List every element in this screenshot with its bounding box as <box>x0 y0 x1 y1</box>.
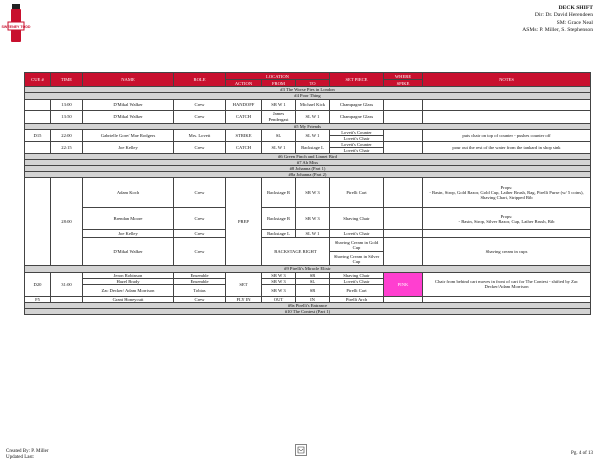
to-cell: SR W 3 <box>296 178 330 208</box>
setpiece-cell: Shaving Cream in Silver Cup <box>330 252 384 266</box>
time-cell: 13:00 <box>51 99 83 110</box>
created-by: Created By: P. Miller <box>6 449 49 454</box>
role-cell: Ensemble <box>174 278 226 284</box>
col-notes-header: NOTES <box>423 73 591 87</box>
name-cell: D'Mikal Walker <box>83 99 174 110</box>
spike-color-cell: PINK <box>384 272 423 296</box>
director-line: Dir: Dr. David Herendeen <box>534 12 593 19</box>
col-name-header: NAME <box>83 73 174 87</box>
time-cell: 31:00 <box>51 272 83 296</box>
document-title: DECK SHIFT <box>558 5 593 11</box>
to-cell: Michael Kick <box>296 99 330 110</box>
setpiece-cell: Lovett's Counter <box>330 129 384 135</box>
to-cell: SR <box>296 272 330 278</box>
section-row: #9a Pirelli's Entrance <box>25 302 591 308</box>
setpiece-cell: Lovett's Chair <box>330 230 384 238</box>
document-header <box>522 5 593 35</box>
to-cell: SR <box>296 284 330 296</box>
name-cell: Grant Honeycutt <box>83 296 174 302</box>
from-cell: SL <box>262 129 296 141</box>
notes-cell: Props: - Basin, Strop, Silver Razor, Cup, Lather Brush, Bib <box>423 208 591 230</box>
header-row <box>25 73 591 80</box>
time-cell: 28:00 <box>51 178 83 266</box>
section-row: #3 The Worse Pies in London <box>25 87 591 93</box>
action-cell: CATCH <box>226 110 262 123</box>
section-row: #4 Poor Thing <box>25 93 591 99</box>
theatre-logo-icon <box>295 444 307 456</box>
notes-cell: Shaving cream in cups <box>423 238 591 266</box>
notes-cell: Chair from behind cart moves in front of cart for The Contest - shifted by Zac Decker/Adam Morrison <box>423 272 591 296</box>
from-cell: OUT <box>262 296 296 302</box>
col-setpiece-header: SET PIECE <box>330 73 384 87</box>
action-cell: STRIKE <box>226 129 262 141</box>
name-cell: Gabrielle Gore/ Mae Rodgers <box>83 129 174 141</box>
col-from-header: FROM <box>262 80 296 87</box>
col-to-header: TO <box>296 80 330 87</box>
table-row <box>25 110 591 123</box>
setpiece-cell: Lovett's Chair <box>330 147 384 153</box>
to-cell: SL W 1 <box>296 110 330 123</box>
role-cell: Mrs. Lovett <box>174 129 226 141</box>
to-cell: SL W 1 <box>296 230 330 238</box>
name-cell: Zac Decker/ Adam Morrison <box>83 284 174 296</box>
footer-left <box>6 449 49 461</box>
to-cell: IN <box>296 296 330 302</box>
to-cell: SL <box>296 278 330 284</box>
notes-cell: puts chair on top of counter - pushes counter off <box>423 129 591 141</box>
page-number: Pg. 4 of 13 <box>571 451 593 456</box>
name-cell: Joe Kelley <box>83 141 174 153</box>
from-cell: Backstage L <box>262 230 296 238</box>
role-cell: Crew <box>174 110 226 123</box>
from-cell: James Pendergast <box>262 110 296 123</box>
table-row <box>25 178 591 208</box>
role-cell: Tobias <box>174 284 226 296</box>
from-cell: SR W 3 <box>262 272 296 278</box>
setpiece-cell: Champagne Glass <box>330 99 384 110</box>
setpiece-cell: Pirelli Cart <box>330 178 384 208</box>
logo-text: SWEENEY TODD <box>1 25 31 29</box>
role-cell: Crew <box>174 230 226 238</box>
table-row <box>25 230 591 238</box>
setpiece-cell: Shaving Chair <box>330 208 384 230</box>
cue-cell: D15 <box>25 129 51 141</box>
to-cell: SR W 3 <box>296 208 330 230</box>
to-cell: SL W 1 <box>296 129 330 141</box>
section-row: #8 Johanna (Part 1) <box>25 166 591 172</box>
table-row <box>25 99 591 110</box>
table-row <box>25 238 591 252</box>
fromto-cell: BACKSTAGE RIGHT <box>262 238 330 266</box>
setpiece-cell: Lovett's Chair <box>330 135 384 141</box>
section-row: #5 My Friends <box>25 123 591 129</box>
setpiece-cell: Pirelli Arch <box>330 296 384 302</box>
notes-cell: Props: - Basin, Strop, Gold Razor, Gold Cup, Lather Brush, Rag, Pirelli Purse (w/ 5 coins), Shaving Chart, Stripped Bib <box>423 178 591 208</box>
from-cell: Backstage R <box>262 178 296 208</box>
asms-line: ASMs: P. Miller, S. Stephenson <box>522 27 593 34</box>
action-cell: CATCH <box>226 141 262 153</box>
role-cell: Crew <box>174 141 226 153</box>
section-row: #10 The Contest (Part 1) <box>25 308 591 314</box>
section-row: #7 Ah Miss <box>25 160 591 166</box>
updated-last: Updated Last: <box>6 455 35 460</box>
deck-shift-table <box>24 72 591 315</box>
time-cell: 13:50 <box>51 110 83 123</box>
action-cell: FLY IN <box>226 296 262 302</box>
name-cell: D'Mikal Walker <box>83 238 174 266</box>
section-row: #6 Green Finch and Linnet Bird <box>25 154 591 160</box>
time-cell: 22:00 <box>51 129 83 141</box>
setpiece-cell: Pirelli Cart <box>330 284 384 296</box>
action-cell: SET <box>226 272 262 296</box>
name-cell: Hazel Brady <box>83 278 174 284</box>
role-cell: Crew <box>174 208 226 230</box>
col-action-header: ACTION <box>226 80 262 87</box>
table-row <box>25 141 591 147</box>
setpiece-cell: Shaving Chair <box>330 272 384 278</box>
setpiece-cell: Champagne Glass <box>330 110 384 123</box>
cue-cell: D20 <box>25 272 51 296</box>
setpiece-cell: Shaving Cream in Gold Cup <box>330 238 384 252</box>
setpiece-cell: Lovett's Counter <box>330 141 384 147</box>
table-row <box>25 129 591 135</box>
from-cell: SR W 3 <box>262 284 296 296</box>
table-row <box>25 208 591 230</box>
section-row: #8a Johanna (Part 2) <box>25 172 591 178</box>
from-cell: SR W 3 <box>262 278 296 284</box>
from-cell: Backstage R <box>262 208 296 230</box>
sweeney-todd-logo-icon <box>1 4 31 44</box>
from-cell: SL W 1 <box>262 141 296 153</box>
cue-cell: F5 <box>25 296 51 302</box>
to-cell: Backstage L <box>296 141 330 153</box>
stage-manager-line: SM: Grace Neal <box>556 19 593 26</box>
name-cell: Joe Kelley <box>83 230 174 238</box>
action-cell: PREP <box>226 178 262 266</box>
section-row: #9 Pirelli's Miracle Elixir <box>25 266 591 272</box>
col-role-header: ROLE <box>174 73 226 87</box>
role-cell: Ensemble <box>174 272 226 278</box>
col-location-header: LOCATION <box>226 73 330 80</box>
role-cell: Crew <box>174 178 226 208</box>
name-cell: Brendan Moore <box>83 208 174 230</box>
col-cue-header: CUE # <box>25 73 51 87</box>
col-where-header: WHERE <box>384 73 423 80</box>
name-cell: D'Mikal Walker <box>83 110 174 123</box>
notes-cell: pour out the rest of the water from the tankard in shop sink <box>423 141 591 153</box>
name-cell: Adam Koch <box>83 178 174 208</box>
action-cell: HANDOFF <box>226 99 262 110</box>
role-cell: Crew <box>174 99 226 110</box>
setpiece-cell: Lovett's Chair <box>330 278 384 284</box>
col-spike-header: SPIKE <box>384 80 423 87</box>
col-time-header: TIME <box>51 73 83 87</box>
role-cell: Crew <box>174 296 226 302</box>
role-cell: Crew <box>174 238 226 266</box>
time-cell: 22:15 <box>51 141 83 153</box>
from-cell: SR W 1 <box>262 99 296 110</box>
name-cell: Jeron Robinson <box>83 272 174 278</box>
